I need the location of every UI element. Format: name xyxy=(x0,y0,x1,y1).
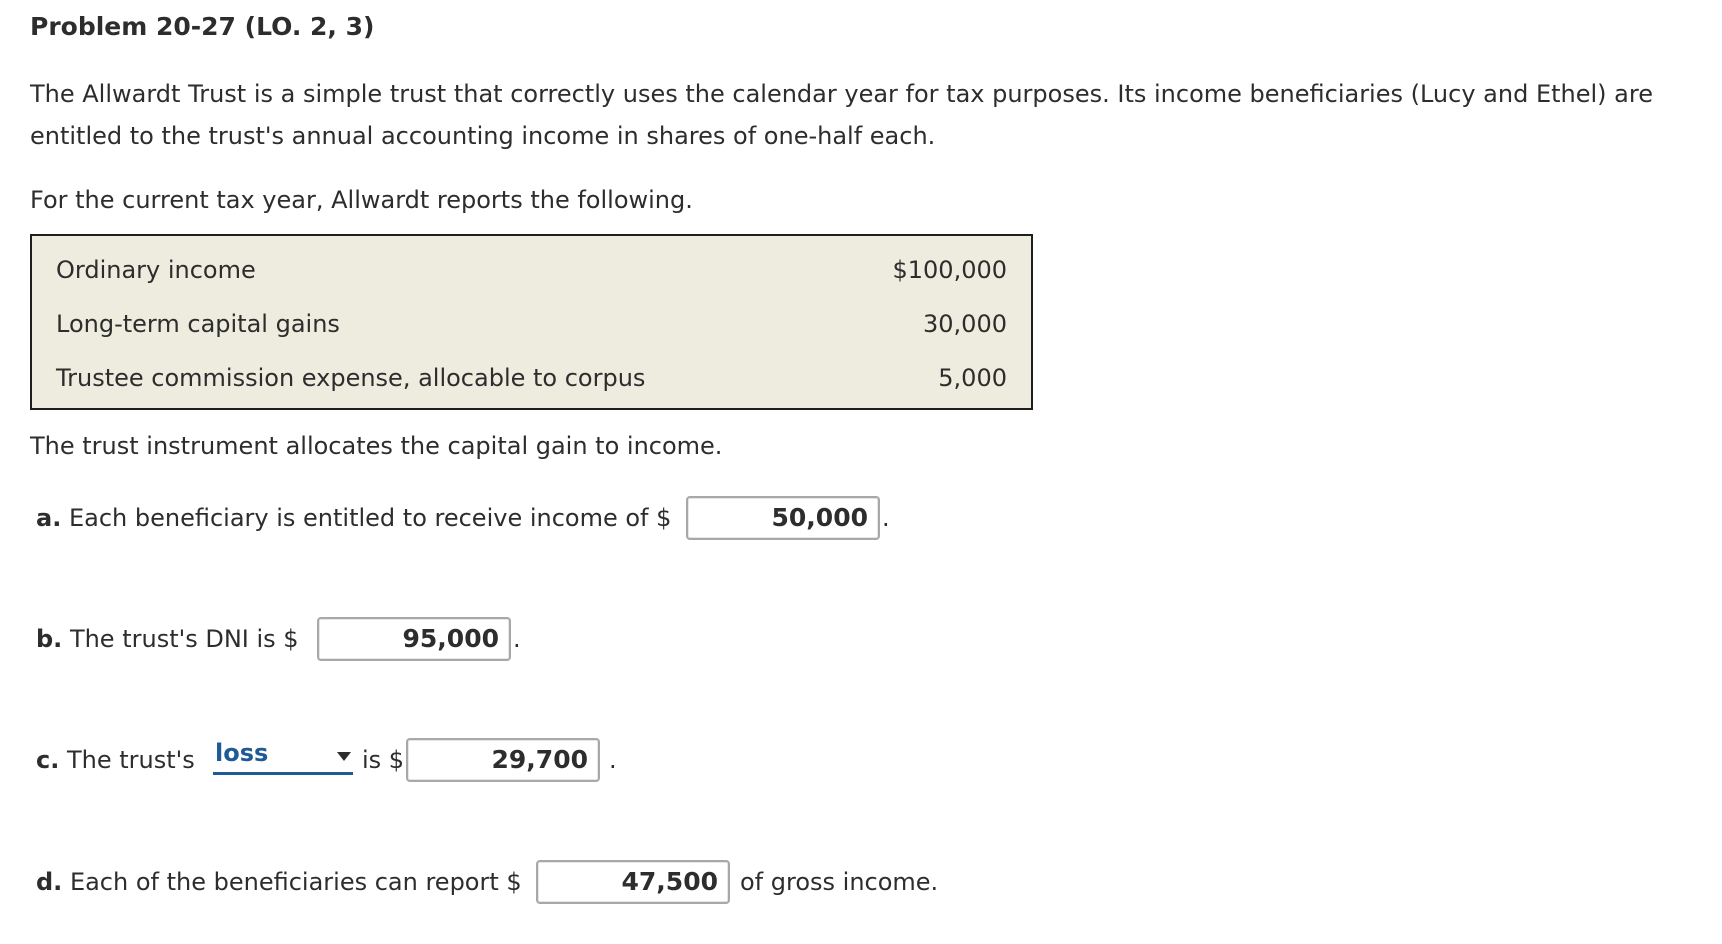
problem-intro: The Allwardt Trust is a simple trust that correctly uses the calendar year for tax purposes. Its income beneficiaries (Lucy and Ethel) are entitled to the trust's annual accounting income in shares of one-half each. xyxy=(30,80,1653,150)
question-a xyxy=(36,504,671,532)
question-d xyxy=(36,868,522,896)
question-letter: c. xyxy=(36,746,60,774)
item-label: Long-term capital gains xyxy=(56,310,340,338)
problem-note: The trust instrument allocates the capital gain to income. xyxy=(30,432,723,460)
question-text: Each beneficiary is entitled to receive income of $ xyxy=(68,504,672,532)
item-label: Ordinary income xyxy=(56,256,256,284)
answer-a-input[interactable]: 50,000 xyxy=(686,496,880,540)
question-b xyxy=(36,625,299,653)
item-value: 30,000 xyxy=(923,310,1007,338)
gain-loss-select[interactable] xyxy=(213,739,353,775)
problem-title: Problem 20-27 (LO. 2, 3) xyxy=(30,12,375,41)
question-text: Each of the beneficiaries can report $ xyxy=(69,868,522,896)
question-suffix: . xyxy=(882,504,890,532)
answer-d-input[interactable]: 47,500 xyxy=(536,860,730,904)
select-value: loss xyxy=(215,739,269,767)
answer-b-input[interactable]: 95,000 xyxy=(317,617,511,661)
item-value: $100,000 xyxy=(892,256,1007,284)
question-letter: b. xyxy=(36,625,63,653)
question-letter: d. xyxy=(36,868,63,896)
question-suffix: . xyxy=(513,625,521,653)
problem-lead: For the current tax year, Allwardt reports the following. xyxy=(30,186,693,214)
question-suffix: of gross income. xyxy=(740,868,939,896)
table-row xyxy=(56,256,1007,296)
answer-c-input[interactable]: 29,700 xyxy=(406,738,600,782)
table-row xyxy=(56,310,1007,350)
chevron-down-icon xyxy=(337,752,351,761)
question-text: The trust's xyxy=(66,746,195,774)
table-row xyxy=(56,364,1007,404)
item-value: 5,000 xyxy=(938,364,1007,392)
question-letter: a. xyxy=(36,504,62,532)
question-text: is $ xyxy=(362,746,405,774)
financial-data-table xyxy=(30,234,1033,410)
question-text: The trust's DNI is $ xyxy=(69,625,299,653)
item-label: Trustee commission expense, allocable to corpus xyxy=(56,364,646,392)
question-suffix: . xyxy=(609,746,617,774)
question-c xyxy=(36,746,195,774)
